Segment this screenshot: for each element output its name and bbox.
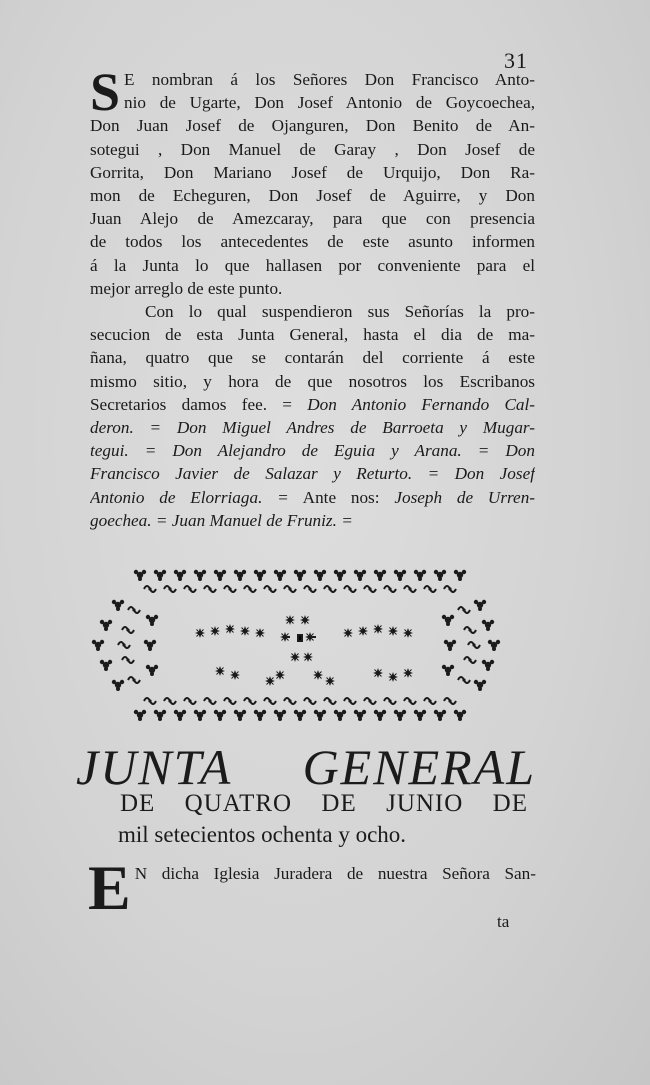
section-title: [76, 738, 536, 796]
subtitle-word: DE: [321, 790, 357, 817]
subtitle-word: JUNIO: [386, 790, 464, 817]
subtitle-word: DE: [492, 790, 528, 817]
printer-ornament: [90, 565, 530, 725]
section-subtitle-line-2: mil setecientos ochenta y ocho.: [118, 822, 407, 847]
text-line: mismo sitio, y hora de que nosotros los Escribanos: [90, 371, 535, 391]
ornament-right-side: [442, 600, 500, 691]
drop-cap-s: S: [90, 62, 121, 122]
signature-line: deron. = Don Miguel Andres de Barroeta y Mugar-: [90, 418, 535, 438]
ornament-top-row: [134, 570, 466, 592]
text-line: mon de Echeguren, Don Josef de Aguirre, y Don: [90, 186, 535, 206]
title-word: JUNTA: [76, 739, 233, 795]
signature-name: Joseph de Urren-: [394, 487, 535, 507]
text-roman: Secretarios damos fee. =: [90, 394, 292, 414]
page-number: 31: [504, 48, 528, 73]
body-text: [90, 62, 535, 532]
text-line: Gorrita, Don Mariano Josef de Urquijo, Don Ra-: [90, 162, 535, 182]
text-line: Con lo qual suspendieron sus Señorías la pro-: [145, 302, 535, 322]
text-line: mejor arreglo de este punto.: [90, 278, 283, 298]
text-line: á la Junta lo que hallasen por conveniente para el: [90, 255, 535, 275]
subtitle-word: DE: [120, 790, 156, 817]
text-line: de todos los antecedentes de este asunto informen: [90, 232, 535, 252]
ornament-bottom-row: [134, 698, 466, 721]
catchword: ta: [497, 912, 510, 931]
signature-name: Antonio de Elorriaga. =: [90, 487, 289, 507]
signature-name: Don Antonio Fernando Cal-: [307, 394, 535, 414]
text-line: Don Juan Josef de Ojanguren, Don Benito de An-: [90, 116, 535, 136]
text-line: nio de Ugarte, Don Josef Antonio de Goycoechea,: [124, 93, 535, 113]
ornament-left-side: [92, 600, 158, 691]
text-line: E nombran á los Señores Don Francisco Anto-: [124, 70, 535, 89]
paragraph-2: [90, 300, 535, 532]
drop-cap-e: E: [88, 852, 131, 923]
signature-line: goechea. = Juan Manuel de Fruniz. =: [90, 510, 353, 530]
text-line: ñana, quatro que se contarán del corriente á este: [90, 348, 535, 368]
text-line: sotegui , Don Manuel de Garay , Don Josef de: [90, 139, 535, 159]
text-line: [90, 486, 535, 509]
title-word: GENERAL: [302, 739, 536, 795]
signature-line: tegui. = Don Alejandro de Eguia y Arana. = Don: [90, 441, 535, 461]
subtitle-word: QUATRO: [184, 790, 293, 817]
text-line: Juan Alejo de Amezcaray, para que con presencia: [90, 209, 535, 229]
signature-line: Francisco Javier de Salazar y Returto. = Don Josef: [90, 464, 535, 484]
text-line: N dicha Iglesia Juradera de nuestra Señora San-: [134, 864, 536, 883]
text-line: secucion de esta Junta General, hasta el dia de ma-: [90, 325, 535, 345]
text-line: [90, 393, 535, 416]
section-subtitle-line-1: [120, 790, 528, 818]
text-roman: Ante nos:: [302, 487, 380, 507]
ornament-stars: [195, 615, 413, 686]
paragraph-1: [90, 62, 535, 300]
